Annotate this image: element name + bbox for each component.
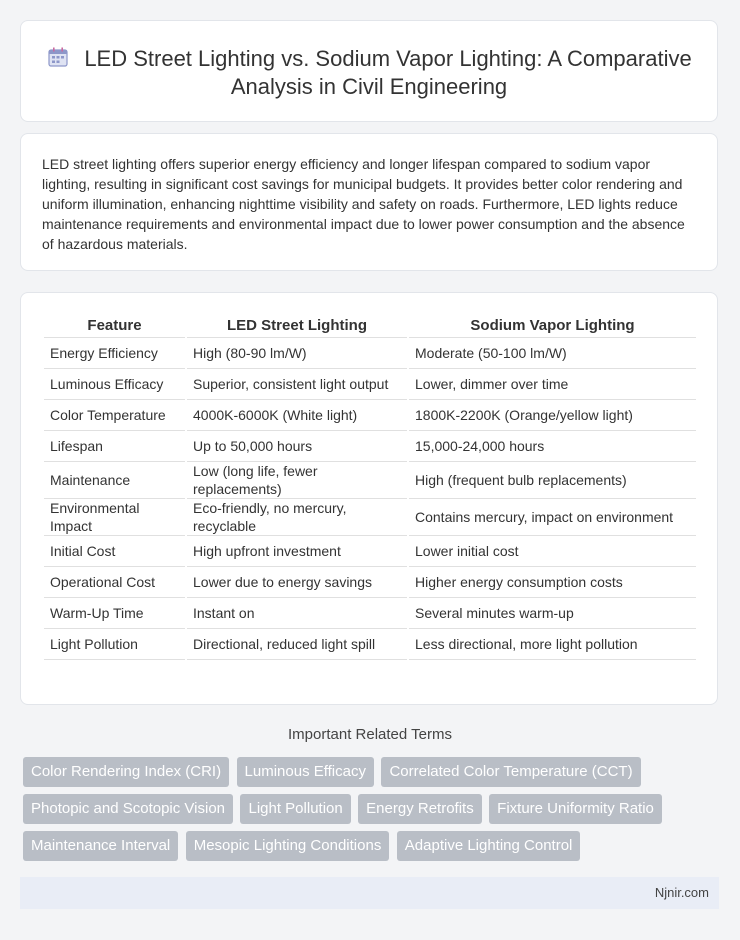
cell-sodium: Less directional, more light pollution bbox=[409, 629, 696, 660]
term-tag[interactable]: Maintenance Interval bbox=[23, 831, 178, 861]
cell-feature: Energy Efficiency bbox=[44, 338, 185, 369]
title-card bbox=[20, 20, 718, 122]
cell-feature: Lifespan bbox=[44, 431, 185, 462]
header-led: LED Street Lighting bbox=[187, 313, 407, 338]
comparison-card bbox=[20, 292, 718, 705]
cell-sodium: 1800K-2200K (Orange/yellow light) bbox=[409, 400, 696, 431]
cell-sodium: 15,000-24,000 hours bbox=[409, 431, 696, 462]
cell-led: Superior, consistent light output bbox=[187, 369, 407, 400]
footer bbox=[20, 877, 719, 909]
term-tag[interactable]: Energy Retrofits bbox=[358, 794, 482, 824]
table-header-row bbox=[44, 313, 696, 338]
term-tag[interactable]: Color Rendering Index (CRI) bbox=[23, 757, 229, 787]
table-row bbox=[44, 338, 696, 369]
calendar-icon bbox=[46, 45, 70, 69]
cell-led: Up to 50,000 hours bbox=[187, 431, 407, 462]
header-feature: Feature bbox=[44, 313, 185, 338]
term-tag[interactable]: Correlated Color Temperature (CCT) bbox=[381, 757, 640, 787]
cell-led: Instant on bbox=[187, 598, 407, 629]
term-tag[interactable]: Mesopic Lighting Conditions bbox=[186, 831, 390, 861]
cell-feature: Maintenance bbox=[44, 462, 185, 499]
table-row bbox=[44, 598, 696, 629]
table-row bbox=[44, 369, 696, 400]
comparison-table bbox=[42, 313, 698, 660]
cell-sodium: Several minutes warm-up bbox=[409, 598, 696, 629]
table-row bbox=[44, 567, 696, 598]
intro-card bbox=[20, 133, 718, 271]
term-tag[interactable]: Photopic and Scotopic Vision bbox=[23, 794, 233, 824]
table-row bbox=[44, 499, 696, 536]
cell-sodium: Higher energy consumption costs bbox=[409, 567, 696, 598]
cell-sodium: Lower initial cost bbox=[409, 536, 696, 567]
intro-paragraph: LED street lighting offers superior energy efficiency and longer lifespan compared to sodium vapor lighting, resulting in significant cost savings for municipal budgets. It provides better color rendering and uniform illumination, enhancing nighttime visibility and safety on roads. Furthermore, LED lights reduce maintenance requirements and environmental impact due to lower power consumption and the absence of hazardous materials. bbox=[42, 156, 685, 252]
cell-feature: Environmental Impact bbox=[44, 499, 185, 536]
table-row bbox=[44, 462, 696, 499]
cell-led: High (80-90 lm/W) bbox=[187, 338, 407, 369]
cell-sodium: Contains mercury, impact on environment bbox=[409, 499, 696, 536]
cell-feature: Light Pollution bbox=[44, 629, 185, 660]
term-tag[interactable]: Light Pollution bbox=[240, 794, 350, 824]
page-title-text: LED Street Lighting vs. Sodium Vapor Lighting: A Comparative Analysis in Civil Engineering bbox=[84, 46, 692, 99]
page-title bbox=[21, 45, 717, 101]
table-row bbox=[44, 629, 696, 660]
related-terms-heading: Important Related Terms bbox=[288, 726, 452, 743]
term-tag[interactable]: Luminous Efficacy bbox=[237, 757, 374, 787]
cell-feature: Operational Cost bbox=[44, 567, 185, 598]
table-row bbox=[44, 431, 696, 462]
cell-led: Lower due to energy savings bbox=[187, 567, 407, 598]
header-sodium: Sodium Vapor Lighting bbox=[409, 313, 696, 338]
cell-feature: Initial Cost bbox=[44, 536, 185, 567]
cell-led: 4000K-6000K (White light) bbox=[187, 400, 407, 431]
related-terms-list bbox=[23, 757, 723, 868]
cell-feature: Color Temperature bbox=[44, 400, 185, 431]
table-row bbox=[44, 400, 696, 431]
table-row bbox=[44, 536, 696, 567]
cell-led: High upfront investment bbox=[187, 536, 407, 567]
cell-feature: Warm-Up Time bbox=[44, 598, 185, 629]
cell-sodium: Lower, dimmer over time bbox=[409, 369, 696, 400]
cell-led: Eco-friendly, no mercury, recyclable bbox=[187, 499, 407, 536]
footer-site[interactable]: Njnir.com bbox=[654, 885, 709, 900]
cell-sodium: Moderate (50-100 lm/W) bbox=[409, 338, 696, 369]
cell-feature: Luminous Efficacy bbox=[44, 369, 185, 400]
term-tag[interactable]: Adaptive Lighting Control bbox=[397, 831, 581, 861]
cell-sodium: High (frequent bulb replacements) bbox=[409, 462, 696, 499]
cell-led: Low (long life, fewer replacements) bbox=[187, 462, 407, 499]
term-tag[interactable]: Fixture Uniformity Ratio bbox=[489, 794, 662, 824]
cell-led: Directional, reduced light spill bbox=[187, 629, 407, 660]
